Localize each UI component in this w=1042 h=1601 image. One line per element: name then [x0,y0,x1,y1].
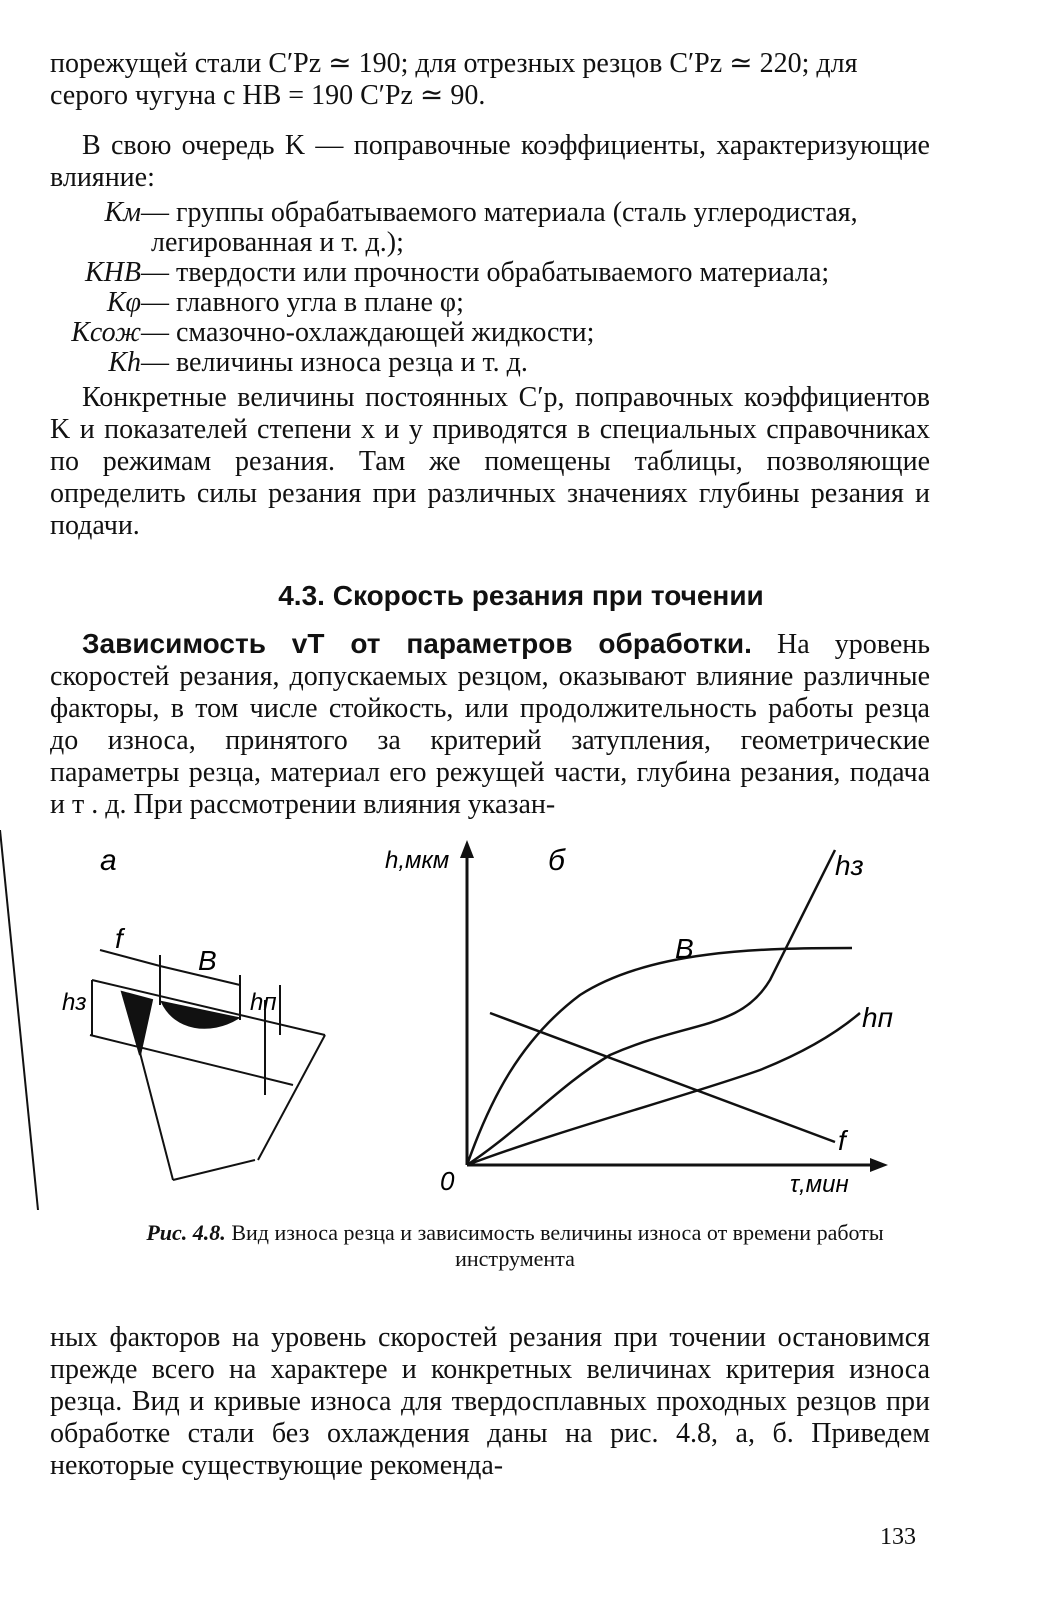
coef-kh [45,348,528,378]
coef-text: — величины износа резца и т. д. [141,347,528,378]
coef-text: — главного угла в плане φ; [141,287,464,318]
series-f-line [490,1013,835,1142]
coef-km-cont [45,228,404,258]
intro-k-paragraph: В свою очередь K — поправочные коэффициенты, характеризующие влияние: [50,130,930,193]
label-hz-a: hз [62,989,87,1016]
coef-kphi [45,288,464,318]
top-text [50,48,930,112]
coef-km [45,198,858,228]
coef-symbol: Kh [108,347,141,378]
tool-lower-edge [90,1035,293,1085]
label-f-a: f [115,923,123,954]
coef-text: легированная и т. д.); [151,227,404,258]
coef-symbol: Kм [104,197,141,228]
series-f-label: f [838,1125,846,1156]
origin-label: 0 [440,1166,455,1196]
series-hn-label: hп [862,1002,893,1033]
series-b-label: B [675,933,694,964]
caption-label: Рис. 4.8. [146,1220,226,1245]
panel-b-label: б [548,844,565,877]
coef-symbol: Kφ [106,287,141,318]
wear-chart [385,840,893,1198]
label-b-a: B [198,945,217,976]
figure-caption [90,1220,940,1272]
coef-symbol: Kсож [71,317,141,348]
flank-wear-land [122,992,152,1055]
figure-4-8 [0,830,1042,1210]
y-axis-arrow [460,840,474,858]
top-line-1: порежущей стали C′Pz ≃ 190; для отрезных резцов C′Pz ≃ 220; для [50,48,858,79]
x-axis-arrow [870,1158,888,1172]
series-hz-label: hз [835,850,864,881]
y-axis-label: h,мкм [385,847,450,874]
series-b-line [467,948,852,1165]
coef-text: — твердости или прочности обрабатываемого материала; [141,257,830,288]
dependence-lead: Зависимость vT от параметров обработки. [82,628,752,659]
dependence-paragraph [50,628,930,821]
coef-text: — группы обрабатываемого материала (сталь углеродистая, [141,197,858,228]
coef-ksozh [45,318,594,348]
coef-text: — смазочно-охлаждающей жидкости; [141,317,595,348]
dependence-body: На уровень скоростей резания, допускаемых резцом, оказывают влияние различные факторы, в том числе стойкость, или продолжительность работы резца до износа, принятого за критерий затупления, геометрические параметры резца, материал его режущей части, глубина резания, подача и т . д. При рассмотрении влияния указан- [50,629,931,820]
top-line-2: серого чугуна с HB = 190 C′Pz ≃ 90. [50,80,486,111]
bottom-paragraph: ных факторов на уровень скоростей резания при точении остановимся прежде всего на характере и конкретных величинах критерия износа резца. Вид и кривые износа для твердосплавных проходных резцов при обработке стали без охлаждения даны на рис. 4.8, а, б. Приведем некоторые существующие рекоменда- [50,1322,930,1481]
caption-text: Вид износа резца и зависимость величины износа от времени работы инструмента [225,1220,884,1271]
x-axis-label: τ,мин [790,1171,849,1198]
concrete-paragraph: Конкретные величины постоянных C′p, поправочных коэффициентов K и показателей степени x и y приводятся в специальных справочниках по режимам резания. Там же помещены таблицы, позволяющие определить силы резания при различных значениях глубины резания и подачи. [50,382,930,541]
label-hn-a: hп [250,989,277,1016]
page-number: 133 [880,1524,916,1550]
panel-a-label: а [100,844,117,877]
tool-back [173,1160,255,1180]
coef-khb [45,258,829,288]
tool-side-edge [258,1035,325,1160]
tool-wear-drawing [0,830,325,1210]
series-hz-line [467,850,835,1165]
section-heading: 4.3. Скорость резания при точении [278,580,764,611]
coef-symbol: KHB [85,257,141,288]
